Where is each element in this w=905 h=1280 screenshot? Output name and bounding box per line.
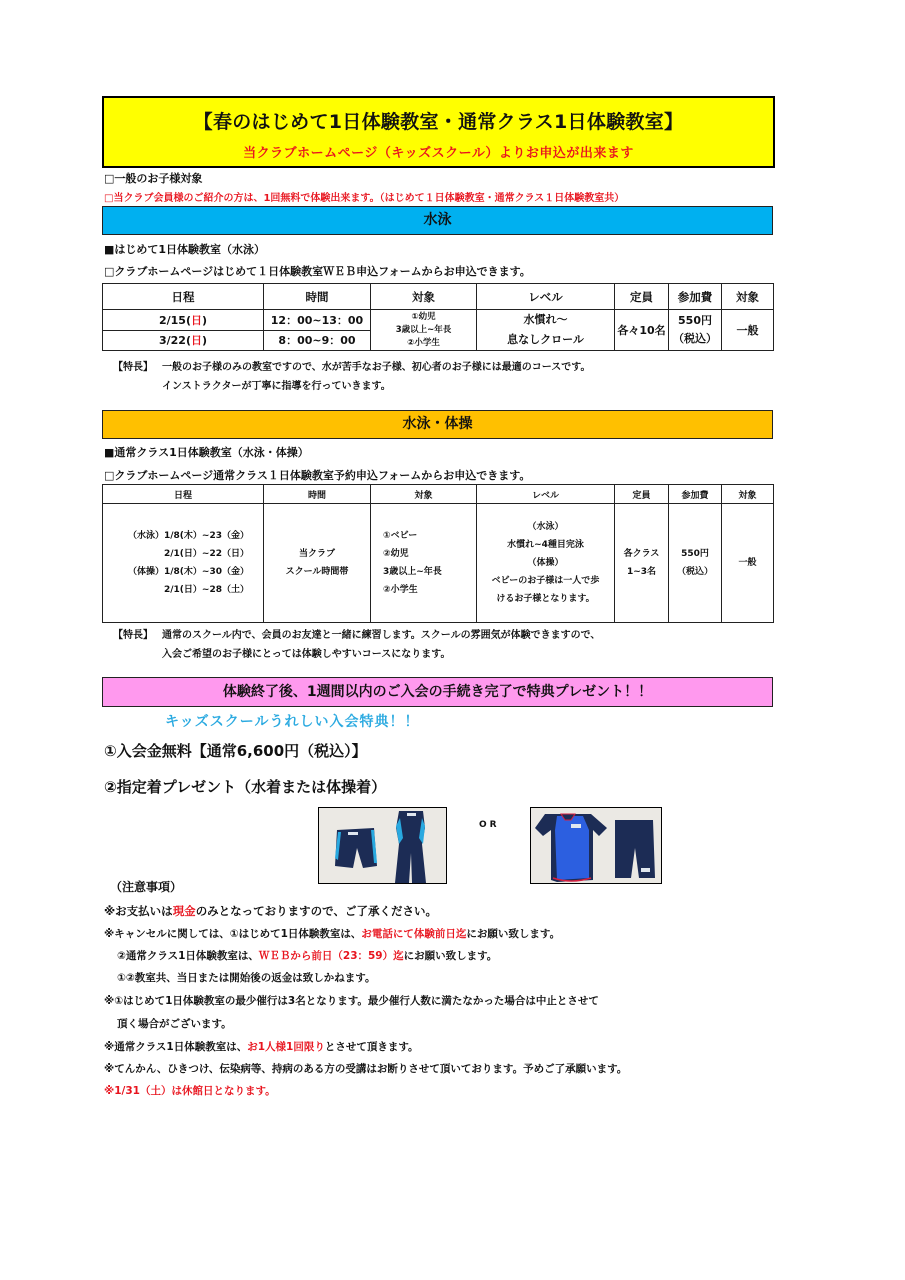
swim-feature-label: 【特長】 [113,362,153,373]
swim-gym-feature-label: 【特長】 [113,630,153,641]
swim-apply-line: □クラブホームページはじめて１日体験教室ＷＥＢ申込フォームからお申込できます。 [104,265,531,278]
col-header-level: レベル [477,485,615,504]
table-row [103,310,774,331]
target-cell: ①ベビー ②幼児 3歳以上~年長 ②小学生 [371,504,477,623]
date-cell: （水泳）1/8(木）~23（金） 2/1(日）~22（日） （体操）1/8(木）~30（金） 2/1(日）~28（土） [103,504,264,623]
col-header-capacity: 定員 [615,284,669,310]
fee-cell: 550円 （税込） [669,504,722,623]
swim-gym-heading: ■通常クラス1日体験教室（水泳・体操） [104,446,309,459]
audience-cell: 一般 [722,310,774,351]
benefit-item-entry-fee: ①入会金無料【通常6,600円（税込）】 [104,742,367,760]
col-header-level: レベル [477,284,615,310]
weekday-sunday: 日 [190,313,202,327]
benefit-item-uniform: ②指定着プレゼント（水着または体操着） [104,778,387,796]
note-once: ※通常クラス1日体験教室は、お1人様1回限りとさせて頂きます。 [104,1041,419,1053]
col-header-date: 日程 [103,485,264,504]
swim-heading: ■はじめて1日体験教室（水泳） [104,243,266,256]
note-minimum-2: 頂く場合がございます。 [117,1018,232,1030]
note-health: ※てんかん、ひきつけ、伝染病等、持病のある方の受講はお断りさせて頂いております。予めご了承願います。 [104,1063,628,1075]
gym-wear-image [531,808,661,883]
notes-heading: （注意事項） [110,880,183,894]
capacity-cell: 各々10名 [615,310,669,351]
swimwear-image [319,808,446,883]
col-header-capacity: 定員 [615,485,669,504]
col-header-audience: 対象 [722,485,774,504]
time-cell: 当クラブ スクール時間帯 [264,504,371,623]
note-cancel-2: ②通常クラス1日体験教室は、ＷＥＢから前日（23：59）迄にお願い致します。 [117,950,498,962]
level-cell: 水慣れ～ 息なしクロール [477,310,615,351]
page-title: 【春のはじめて1日体験教室・通常クラス1日体験教室】 [193,111,684,133]
swim-gym-schedule-table [102,484,774,623]
note-payment: ※お支払いは現金のみとなっておりますので、ご了承ください。 [104,904,437,918]
col-header-fee: 参加費 [669,485,722,504]
time-cell: 12：00~13：00 [264,310,371,331]
swim-gym-band: 水泳・体操 [102,410,773,439]
col-header-fee: 参加費 [669,284,722,310]
col-header-time: 時間 [264,485,371,504]
swim-gym-feature-line-2: 入会ご希望のお子様にとっては体験しやすいコースになります。 [162,649,451,660]
capacity-cell: 各クラス 1~3名 [615,504,669,623]
note-closed-day: ※1/31（土）は休館日となります。 [104,1085,276,1097]
col-header-target: 対象 [371,284,477,310]
date-cell: 3/22(日) [103,330,264,351]
swimwear-photo [318,807,447,884]
note-cancel-3: ①②教室共、当日または開始後の返金は致しかねます。 [117,972,376,984]
target-line: □一般のお子様対象 [104,172,203,185]
benefit-band: 体験終了後、1週間以内のご入会の手続き完了で特典プレゼント！！ [102,677,773,707]
swim-feature-line-2: インストラクターが丁寧に指導を行っていきます。 [162,381,391,392]
benefit-title: キッズスクールうれしい入会特典！！ [165,714,420,730]
swim-band: 水泳 [102,206,773,235]
col-header-audience: 対象 [722,284,774,310]
audience-cell: 一般 [722,504,774,623]
table-header-row [103,485,774,504]
col-header-date: 日程 [103,284,264,310]
target-cell: ①幼児 3歳以上~年長 ②小学生 [371,310,477,351]
weekday-sunday: 日 [190,334,202,348]
level-cell: （水泳） 水慣れ~4種目完泳 （体操） ベビーのお子様は一人で歩 けるお子様となります。 [477,504,615,623]
swim-feature-line-1: 一般のお子様のみの教室ですので、水が苦手なお子様、初心者のお子様には最適のコースです。 [162,362,591,373]
swim-schedule-table [102,283,774,351]
page-subtitle: 当クラブホームページ（キッズスクール）よりお申込が出来ます [243,146,634,161]
member-referral-line: □当クラブ会員様のご紹介の方は、1回無料で体験出来ます。（はじめて１日体験教室・通常クラス１日体験教室共） [104,193,625,204]
fee-cell: 550円 （税込） [669,310,722,351]
or-label: OR [479,820,500,830]
swim-gym-feature-line-1: 通常のスクール内で、会員のお友達と一緒に練習します。スクールの雰囲気が体験できますので、 [162,630,601,641]
table-row [103,504,774,623]
title-banner [102,96,775,168]
note-minimum-1: ※①はじめて1日体験教室の最少催行は3名となります。最少催行人数に満たなかった場合は中止とさせて [104,995,599,1007]
date-cell: 2/15(日) [103,310,264,331]
time-cell: 8：00~9：00 [264,330,371,351]
note-cancel-1: ※キャンセルに関しては、①はじめて1日体験教室は、お電話にて体験前日迄にお願い致します。 [104,928,561,940]
swim-gym-apply-line: □クラブホームページ通常クラス１日体験教室予約申込フォームからお申込できます。 [104,469,531,482]
gym-wear-photo [530,807,662,884]
table-header-row [103,284,774,310]
col-header-time: 時間 [264,284,371,310]
col-header-target: 対象 [371,485,477,504]
